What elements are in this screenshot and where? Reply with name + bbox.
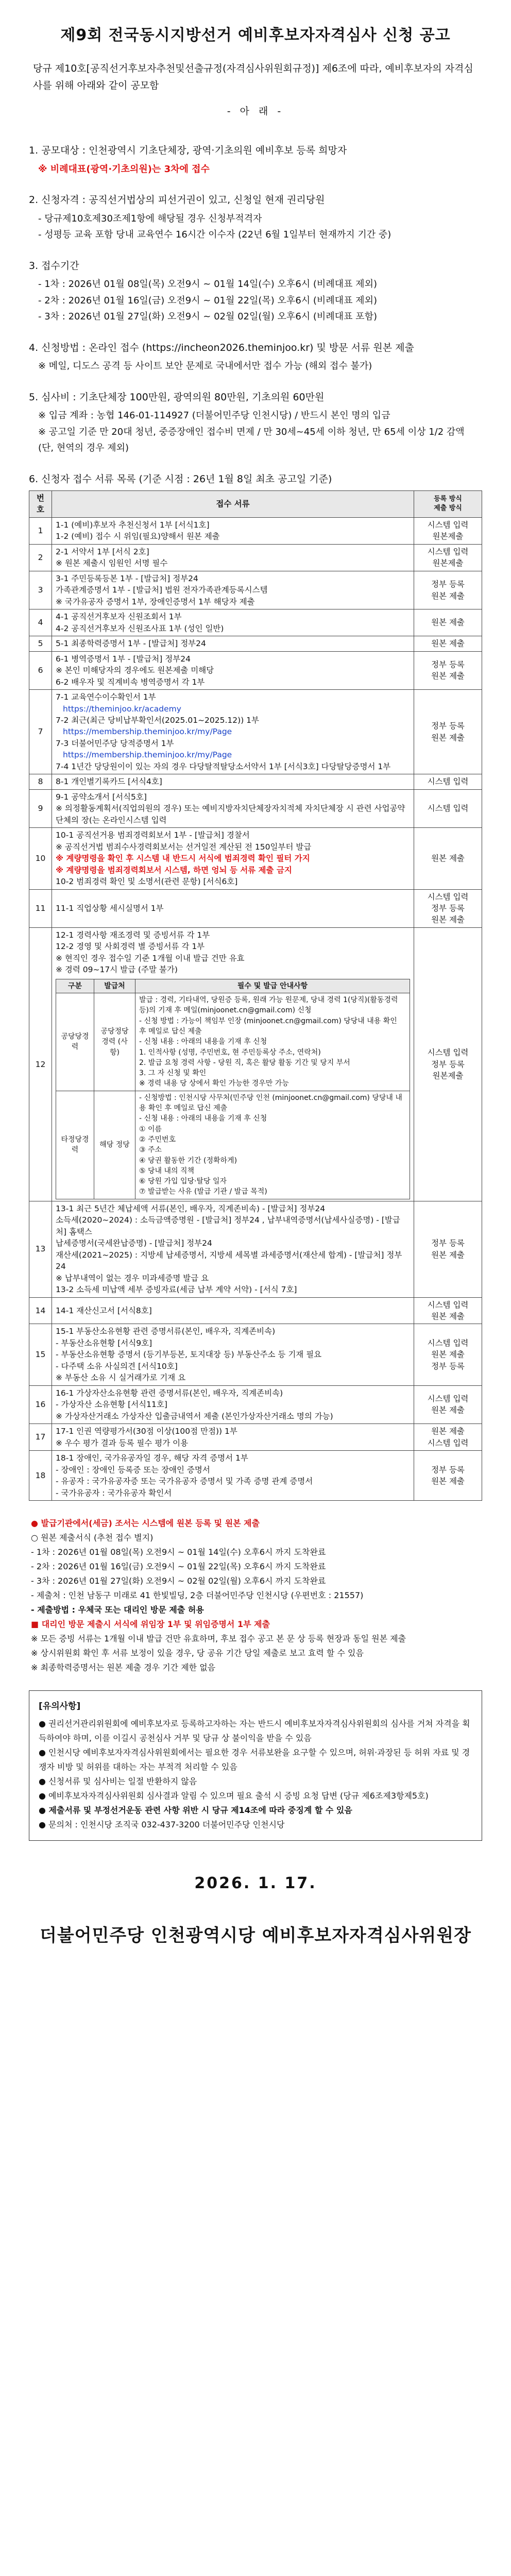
document-line: ※ 국가유공자 증명서 1부, 장애인증명서 1부 해당자 제출 [56,597,255,606]
row-documents [52,1324,414,1385]
section-title: 6. 신청자 접수 서류 목록 (기준 시점 : 26년 1월 8일 최초 공고일 기준) [29,473,332,485]
row-number: 8 [29,774,52,789]
documents-table [29,490,482,1501]
row-method: 시스템 입력 정부 등록 원본제출 [414,927,482,1201]
party-career-subtable [56,979,410,1199]
row-number: 16 [29,1385,52,1423]
document-line: 7-2 최근(최근 당비납부확인서(2025.01~2025.12)) 1부 [56,715,260,725]
document-line: 13-2 소득세 미납액 세부 증빙자료(세금 납부 계약 서약) - [서식 7호] [56,1285,297,1295]
subtable-header-row [56,979,410,993]
table-row [29,1324,482,1385]
subtable-header: 필수 및 발급 안내사항 [135,979,410,993]
after-table-line: ※ 최종학력증명서는 원본 제출 경우 기간 제한 없음 [31,1663,216,1672]
row-number: 5 [29,636,52,651]
section-line: - 2차 : 2026년 01월 16일(금) 오전9시 ~ 01월 22일(목) 오후6시 (비례대표 제외) [38,295,377,306]
row-number: 4 [29,609,52,636]
row-method: 정부 등록 원본 제출 [414,690,482,774]
row-documents [52,889,414,927]
document-line: 2-1 서약서 1부 [서식 2호] [56,547,149,556]
row-method: 원본 제출 시스템 입력 [414,1424,482,1451]
after-table-line: - 제출방법 : 우체국 또는 대리인 방문 제출 허용 [31,1605,204,1615]
document-line: 1-2 (예비) 접수 시 위임(필요)양해서 원본 제출 [56,532,220,541]
row-documents [52,636,414,651]
table-row [29,828,482,889]
row-number: 3 [29,571,52,609]
row-method: 시스템 입력 원본제출 [414,517,482,544]
row-documents [52,690,414,774]
after-table-line: ※ 모든 증빙 서류는 1개월 이내 발급 건만 유효하며, 후보 접수 공고 본 문 상 등록 현장과 동일 원본 제출 [31,1634,406,1643]
document-line: 소득세(2020~2024) : 소득금액증명원 - [발급처] 정부24 , 납부내역증명서(납세사실증명) - [발급처] 홈택스 [56,1215,400,1236]
document-line: 6-1 병역증명서 1부 - [발급처] 정부24 [56,654,191,664]
subtable-cell: - 신청방법 : 인천시당 사무처(민주당 인천 (minjoonet.cn@gmail.com) 당당내 내용 확인 후 메일로 답신 제출 - 신청 내용 : 아래의 내용을 기재 후 신청 ① 이름 ② 주민번호 ③ 주소 ④ 당권 활동한 기간 (정확하게) ⑤ 당내 내의 직책 ⑥ 당원 가입 입당·탈당 일자 ⑦ 발급받는 사유 (발급 기관 / 발급 목적) [135,1091,410,1199]
header-number: 번호 [29,491,52,518]
section-1 [29,143,482,177]
row-number: 10 [29,828,52,889]
document-line: 12-2 경영 및 사회경력 별 증빙서류 각 1부 [56,942,205,952]
document-line: 14-1 재산신고서 [서식8호] [56,1306,152,1315]
row-documents [52,544,414,571]
section-2 [29,193,482,243]
subtable-cell: 공당정당경력 (사항) [94,993,135,1091]
page-title: 제9회 전국동시지방선거 예비후보자자격심사 신청 공고 [60,26,451,44]
section-line: - 1차 : 2026년 01월 08일(목) 오전9시 ~ 01월 14일(수) 오후6시 (비례대표 제외) [38,279,377,290]
table-row [29,1385,482,1423]
document-line: 6-2 배우자 및 직계비속 병역증명서 각 1부 [56,677,205,687]
after-table-line: ■ 대리인 방문 제출시 서식에 위임장 1부 및 위임증명서 1부 제출 [31,1619,270,1629]
row-documents [52,1451,414,1501]
row-documents [52,1201,414,1297]
row-number: 13 [29,1201,52,1297]
document-line: ※ 현직인 경우 접수일 기준 1개월 이내 발급 건만 유효 [56,953,245,963]
after-table-line: ※ 상시위원회 확인 후 서류 보정이 있을 경우, 당 공유 기간 당일 제출로 보고 효력 할 수 있음 [31,1648,364,1658]
document-line: ※ 본인 미해당자의 경우에도 원본제출 미해당 [56,666,214,675]
document-line: 재산세(2021~2025) : 지방세 납세증명서, 지방세 세목별 과세증명서(재산세 합계) - [발급처] 정부24 [56,1250,402,1272]
row-method: 정부 등록 원본 제출 [414,571,482,609]
document-line: 16-1 가상자산소유현황 관련 증명서류(본인, 배우자, 직계존비속) [56,1388,283,1398]
section-line: ※ 비례대표(광역·기초의원)는 3차에 접수 [38,163,210,175]
table-row [29,889,482,927]
notice-box-lines [39,1717,472,1832]
subtable-cell: 발급 : 경력, 기타내역, 당원증 등록, 원래 가능 원문제, 당내 경력 1(당직)(활동경력 등)의 기재 후 메일(minjoonet.cn@gmail.com) 신청 - 신청 방법 : 가능이 책임부 인장 (minjoonet.cn@gmail.com) 당당내 내용 확인 후 메일로 답신 제출 - 신청 내용 : 아래의 내용을 기재 후 신청 1. 인적사항 (성명, 주민번호, 현 주민등록상 주소, 연락처) 2. 발급 요청 경력 사항 - 당원 직, 혹은 활당 활동 기간 및 당지 부서 3. 그 자 신청 및 확인 ※ 경력 내용 당 상에서 확인 가능한 경우만 가능 [135,993,410,1091]
intro-text: 당규 제10호[공직선거후보자추천및선출규정(자격심사위원회규정)] 제6조에 따라, 예비후보자의 자격심사를 위해 아래와 같이 공모함 [33,63,473,92]
table-row [29,1297,482,1324]
subtable-cell: 해당 정당 [94,1091,135,1199]
row-method: 시스템 입력 원본 제출 [414,1385,482,1423]
row-method: 원본 제출 [414,609,482,636]
row-number: 9 [29,789,52,827]
section-title: 2. 신청자격 : 공직선거법상의 피선거권이 있고, 신청일 현재 권리당원 [29,194,325,206]
notice-date: 2026. 1. 17. [194,1874,317,1892]
subtable-header: 구분 [56,979,94,993]
table-row [29,774,482,789]
table-row [29,789,482,827]
document-line: - 부동산소유현황 [서식9호] [56,1338,152,1348]
document-line: 18-1 장애인, 국가유공자일 경우, 해당 자격 증명서 1부 [56,1453,248,1463]
document-line: 가족관계증명서 1부 - [발급처] 법원 전자가족관계등록시스템 [56,585,268,595]
table-body [29,517,482,1500]
row-method: 정부 등록 원본 제출 [414,1201,482,1297]
document-line: ※ 원본 제출시 임원인 서명 필수 [56,558,168,568]
document-line: 12-1 경력사항 재조경력 및 증빙서류 각 1부 [56,930,210,940]
document-line: - 유공자 : 국가유공자증 또는 국가유공자 증명서 및 가족 증명 관계 증명서 [56,1477,313,1486]
after-table-line: - 제출처 : 인천 남동구 미래로 41 한빛빌딩, 2층 더불어민주당 인천시당 (우편번호 : 21557) [31,1590,364,1600]
row-number: 18 [29,1451,52,1501]
subtable-row [56,1091,410,1199]
row-method: 정부 등록 원본 제출 [414,651,482,689]
subtable-row [56,993,410,1091]
row-method: 정부 등록 원본 제출 [414,1451,482,1501]
notice-box-line: ● 인천시당 예비후보자자격심사위원회에서는 필요한 경우 서류보완을 요구할 수 있으며, 허위·과장된 등 허위 자료 및 경쟁자 비방 및 허위를 대하는 자는 부적격 처리할 수 있음 [39,1747,470,1772]
document-line: - 장애인 : 장애인 등록증 또는 장애인 증명서 [56,1465,210,1475]
row-number: 12 [29,927,52,1201]
row-method: 시스템 입력 [414,774,482,789]
row-number: 11 [29,889,52,927]
document-line: 4-1 공직선거후보자 신원조회서 1부 [56,612,182,622]
section-line: - 3차 : 2026년 01월 27일(화) 오전9시 ~ 02월 02일(월) 오후6시 (비례대표 포함) [38,311,377,322]
section-5 [29,390,482,456]
row-documents [52,609,414,636]
after-table-line: ○ 원본 제출서식 (추천 접수 별지) [31,1533,154,1543]
table-row [29,544,482,571]
row-number: 6 [29,651,52,689]
document-line: ※ 의정활동계획서(직업의원의 경우) 또는 예비지방자치단체장자치적체 자치단체장 시 관련 사업공약 단체의 장(는 온라인시스템 입력 [56,804,405,825]
document-line: 17-1 인권 역량평가서(30점 이상(100점 만점)) 1부 [56,1427,237,1436]
section-title: 4. 신청방법 : 온라인 접수 (https://incheon2026.theminjoo.kr) 및 방문 서류 원본 제출 [29,342,414,353]
notice-box-line: ● 문의처 : 인천시당 조직국 032-437-3200 더불어민주당 인천시당 [39,1819,285,1829]
document-line: 13-1 최근 5년간 체납세액 서류(본인, 배우자, 직계존비속) - [발급처] 정부24 [56,1204,326,1213]
document-line: 3-1 주민등록등본 1부 - [발급처] 정부24 [56,573,198,583]
notice-box-line: ● 예비후보자자격심사위원회 심사결과 알림 수 있으며 필요 출석 시 증빙 요청 답변 (당규 제6조제3항제5호) [39,1790,429,1801]
table-row [29,609,482,636]
document-line: 15-1 부동산소유현황 관련 증명서류(본인, 배우자, 직계존비속) [56,1327,276,1336]
table-row [29,1201,482,1297]
document-line: 납세증명서(국세완납증명) - [발급처] 정부24 [56,1239,212,1248]
row-method: 시스템 입력 원본 제출 정부 등록 [414,1324,482,1385]
section-title: 1. 공모대상 : 인천광역시 기초단체장, 광역·기초의원 예비후보 등록 희망자 [29,145,347,156]
document-line: https://membership.theminjoo.kr/my/Page [63,750,232,760]
table-row [29,571,482,609]
document-line: 7-1 교육연수이수확인서 1부 [56,692,156,702]
document-line: ※ 부동산 소유 시 실거래가로 기재 요 [56,1373,186,1383]
row-documents [52,1385,414,1423]
table-row [29,1424,482,1451]
after-table [29,1516,482,1675]
table-row [29,517,482,544]
section-title: 3. 접수기간 [29,260,79,272]
row-documents [52,651,414,689]
section-line: - 성평등 교육 포함 당내 교육연수 16시간 이수자 (22년 6월 1일부터 현재까지 기간 중) [38,229,391,240]
document-line: ※ 납부내역이 없는 경우 미과세증명 발급 요 [56,1273,209,1283]
document-line: - 다주택 소유 사실의견 [서식10호] [56,1361,178,1371]
document-line: - 국가유공자 : 국가유공자 확인서 [56,1488,172,1498]
row-number: 7 [29,690,52,774]
row-number: 17 [29,1424,52,1451]
document-line: 7-4 1년간 당당원이이 있는 자의 경우 다당탈적탈당소서약서 1부 [서식3호] 다당탈당증명서 1부 [56,761,391,771]
document-line: 4-2 공직선거후보자 신원조사표 1부 (성인 일반) [56,623,224,633]
row-documents [52,789,414,827]
document-line: https://theminjoo.kr/academy [63,704,181,714]
notice-box-title: [유의사항] [39,1701,81,1711]
header-documents: 접수 서류 [52,491,414,518]
subtable-cell: 타정당경력 [56,1091,94,1199]
row-documents [52,1297,414,1324]
row-method: 시스템 입력 정부 등록 원본 제출 [414,889,482,927]
center-note: - 아 래 - [227,105,284,117]
table-row [29,927,482,1201]
document-line: 8-1 개인별기록카드 [서식4호] [56,777,162,787]
document-line: 11-1 직업상황 세시실명서 1부 [56,904,164,913]
row-documents [52,571,414,609]
table-header-row [29,491,482,518]
notice-box [29,1690,482,1841]
row-method: 시스템 입력 원본제출 [414,544,482,571]
row-method: 원본 제출 [414,636,482,651]
section-4 [29,341,482,375]
document-line: - 가상자산 소유현황 [서식11호] [56,1400,167,1410]
document-line: ※ 계량명령을 범죄경력회보서 시스템, 하면 엉뇌 등 서류 제출 금지 [56,865,292,875]
section-line: ※ 메일, 디도스 공격 등 사이트 보안 문제로 국내에서만 접수 가능 (해외 접수 불가) [38,361,372,371]
subtable-cell: 공당당경력 [56,993,94,1091]
notice-box-line: ● 권리선거관리위원회에 예비후보자로 등록하고자하는 자는 반드시 예비후보자자격심사위원회의 심사를 거쳐 자격을 획득하여야 하며, 이를 이길시 공천심사 거부 및 당규 상 불이익을 받을 수 있음 [39,1718,470,1743]
after-table-line: ● 발급기관에서(세금) 조서는 시스템에 원본 등록 및 원본 제출 [31,1518,260,1528]
notice-box-line: ● 신청서류 및 심사비는 일절 반환하지 않음 [39,1776,197,1786]
subtable-header: 발급처 [94,979,135,993]
section-6 [29,472,482,1501]
document-line: 10-1 공직선거용 범죄경력회보서 1부 - [발급처] 경찰서 [56,831,250,840]
table-row [29,690,482,774]
row-number: 14 [29,1297,52,1324]
document-line: 7-3 더불어민주당 당적증명서 1부 [56,738,174,748]
document-line: 1-1 (예비)후보자 추천신청서 1부 [서식1호] [56,520,210,530]
row-documents [52,774,414,789]
row-documents [52,927,414,1201]
section-line: - 당규제10호제30조제1항에 해당될 경우 신청부적격자 [38,213,262,224]
row-documents [52,517,414,544]
row-method: 시스템 입력 원본 제출 [414,1297,482,1324]
document-line: ※ 가상자산거래소 가상자산 입출금내역서 제출 (본인가상자산거래소 명의 가능) [56,1411,333,1421]
table-row [29,651,482,689]
row-method: 원본 제출 [414,828,482,889]
after-table-line: - 1차 : 2026년 01월 08일(목) 오전9시 ~ 01월 14일(수) 오후6시 까지 도착완료 [31,1547,326,1557]
row-method: 시스템 입력 [414,789,482,827]
row-number: 15 [29,1324,52,1385]
document-line: ※ 공직선거법 범죄수사경력회보서는 선거일전 계산된 전 150일부터 발급 [56,842,312,852]
table-row [29,1451,482,1501]
section-title: 5. 심사비 : 기초단체장 100만원, 광역의원 80만원, 기초의원 60만원 [29,391,325,403]
section-line: ※ 공고일 기준 만 20대 청년, 중증장애인 접수비 면제 / 만 30세~45세 이하 청년, 만 65세 이상 1/2 감액 (단, 현역의 경우 제외) [38,426,465,453]
header-method: 등록 방식 제출 방식 [414,491,482,518]
document-line: - 부동산소유현황 증명서 (등기부등본, 토지대장 등) 부동산주소 등 기재 필요 [56,1350,322,1360]
document-line: ※ 계량명령을 확인 후 시스템 내 반드시 서식에 범죄경력 확인 필터 가지 [56,854,310,863]
row-number: 2 [29,544,52,571]
after-table-line: - 2차 : 2026년 01월 16일(금) 오전9시 ~ 01월 22일(목) 오후6시 까지 도착완료 [31,1562,326,1571]
notice-signer: 더불어민주당 인천광역시당 예비후보자자격심사위원장 [40,1925,471,1946]
section-3 [29,259,482,325]
document-line: 9-1 공약소개서 [서식5호] [56,792,147,802]
document-line: ※ 우수 평가 결과 등록 필수 평가 이용 [56,1438,189,1448]
document-line: 10-2 범죄경력 확인 및 소명서(관련 문항) [서식6호] [56,877,238,887]
row-documents [52,1424,414,1451]
row-number: 1 [29,517,52,544]
section-line: ※ 입금 계좌 : 농협 146-01-114927 (더불어민주당 인천시당) / 반드시 본인 명의 입금 [38,410,390,421]
document-line: 5-1 최종학력증명서 1부 - [발급처] 정부24 [56,639,206,649]
row-documents [52,828,414,889]
document-line: ※ 경력 09~17시 발급 (주말 불가) [56,965,178,975]
document-line: https://membership.theminjoo.kr/my/Page [63,727,232,737]
after-table-line: - 3차 : 2026년 01월 27일(화) 오전9시 ~ 02월 02일(월) 오후6시 까지 도착완료 [31,1576,326,1586]
notice-box-line: ● 제출서류 및 부정선거운동 관련 사항 위반 시 당규 제14조에 따라 중징계 할 수 있음 [39,1805,352,1815]
table-row [29,636,482,651]
